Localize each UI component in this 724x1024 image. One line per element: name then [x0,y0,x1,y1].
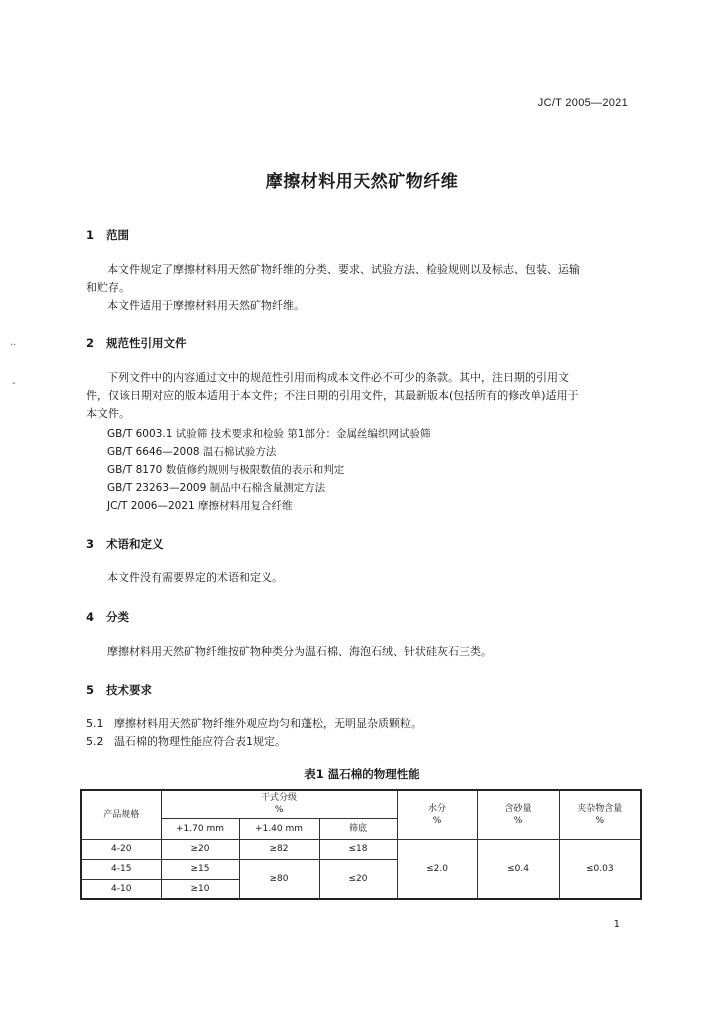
header-dry-grading-unit: % [274,805,284,816]
section-1-paragraph-line: 本文件规定了摩擦材料用天然矿物纤维的分类、要求、试验方法、检验规则以及标志、包装、运输 [107,263,580,276]
clause-text: 温石棉的物理性能应符合表1规定。 [114,735,286,748]
cell-sand: ≤0.4 [477,839,559,899]
section-1-heading [86,227,129,243]
cell-product: 4-20 [81,839,161,859]
document-title: 摩擦材料用天然矿物纤维 [265,172,459,192]
header-sand-unit: % [513,815,523,826]
cell-product: 4-10 [81,879,161,899]
scan-mark: - [12,378,16,389]
header-sand-label: 含砂量 [504,803,532,814]
normative-reference: GB/T 6646—2008 温石棉试验方法 [107,446,277,458]
normative-reference: GB/T 23263—2009 制品中石棉含量测定方法 [107,482,326,494]
header-moisture [397,790,477,839]
section-number: 2 [86,336,95,350]
section-2-paragraph-line: 本文件。 [86,407,130,420]
section-number: 1 [86,228,95,242]
cell-1-70mm: ≥20 [161,839,239,859]
section-2-heading [86,335,187,351]
clause-number: 5.2 [86,735,104,748]
section-number: 5 [86,683,95,697]
section-3-heading [86,536,164,552]
cell-1-70mm: ≥15 [161,859,239,879]
section-title: 分类 [106,610,129,624]
cell-1-40mm-merged: ≥80 [239,859,319,899]
header-col-1-70mm: +1.70 mm [161,818,239,839]
clause-5-1 [86,715,422,733]
cell-moisture: ≤2.0 [397,839,477,899]
section-number: 4 [86,610,95,624]
header-col-1-40mm: +1.40 mm [239,818,319,839]
cell-1-40mm: ≥82 [239,839,319,859]
page-number: 1 [613,919,620,930]
header-dry-grading-label: 干式分级 [261,793,298,804]
header-impurity-label: 夹杂物含量 [577,803,623,814]
section-title: 规范性引用文件 [106,336,187,350]
cell-impurity: ≤0.03 [559,839,641,899]
header-moisture-unit: % [432,815,442,826]
section-title: 术语和定义 [106,537,164,551]
normative-reference: JC/T 2006—2021 摩擦材料用复合纤维 [107,500,293,512]
cell-product: 4-15 [81,859,161,879]
cell-pan-merged: ≤20 [319,859,397,899]
physical-properties-table [80,789,642,900]
section-number: 3 [86,537,95,551]
section-1-paragraph-line: 和贮存。 [86,281,130,294]
scan-mark: ·· [10,340,17,351]
section-3-paragraph: 本文件没有需要界定的术语和定义。 [107,571,283,584]
section-5-heading [86,682,152,698]
header-col-pan: 筛底 [319,818,397,839]
section-title: 范围 [106,228,129,242]
cell-1-70mm: ≥10 [161,879,239,899]
header-dry-grading [161,790,397,818]
header-moisture-label: 水分 [428,803,447,814]
section-4-paragraph: 摩擦材料用天然矿物纤维按矿物种类分为温石棉、海泡石绒、针状硅灰石三类。 [107,645,492,658]
table-row [81,839,641,859]
header-impurity-content [559,790,641,839]
section-1-paragraph: 本文件适用于摩擦材料用天然矿物纤维。 [107,299,305,312]
section-2-paragraph-line: 件，仅该日期对应的版本适用于本文件；不注日期的引用文件，其最新版本(包括所有的修改单)适用于 [86,389,579,402]
header-sand-content [477,790,559,839]
section-2-paragraph-line: 下列文件中的内容通过文中的规范性引用而构成本文件必不可少的条款。其中，注日期的引用文 [107,371,569,384]
section-4-heading [86,609,129,625]
document-code: JC/T 2005—2021 [537,97,628,109]
header-product-spec: 产品规格 [81,790,161,839]
header-impurity-unit: % [595,815,605,826]
section-title: 技术要求 [106,683,152,697]
clause-5-2 [86,733,286,751]
clause-number: 5.1 [86,717,104,730]
table-caption: 表1 温石棉的物理性能 [304,767,420,781]
cell-pan: ≤18 [319,839,397,859]
clause-text: 摩擦材料用天然矿物纤维外观应均匀和蓬松，无明显杂质颗粒。 [114,717,422,730]
normative-reference: GB/T 8170 数值修约规则与极限数值的表示和判定 [107,464,345,476]
normative-reference: GB/T 6003.1 试验筛 技术要求和检验 第1部分：金属丝编织网试验筛 [107,428,431,440]
